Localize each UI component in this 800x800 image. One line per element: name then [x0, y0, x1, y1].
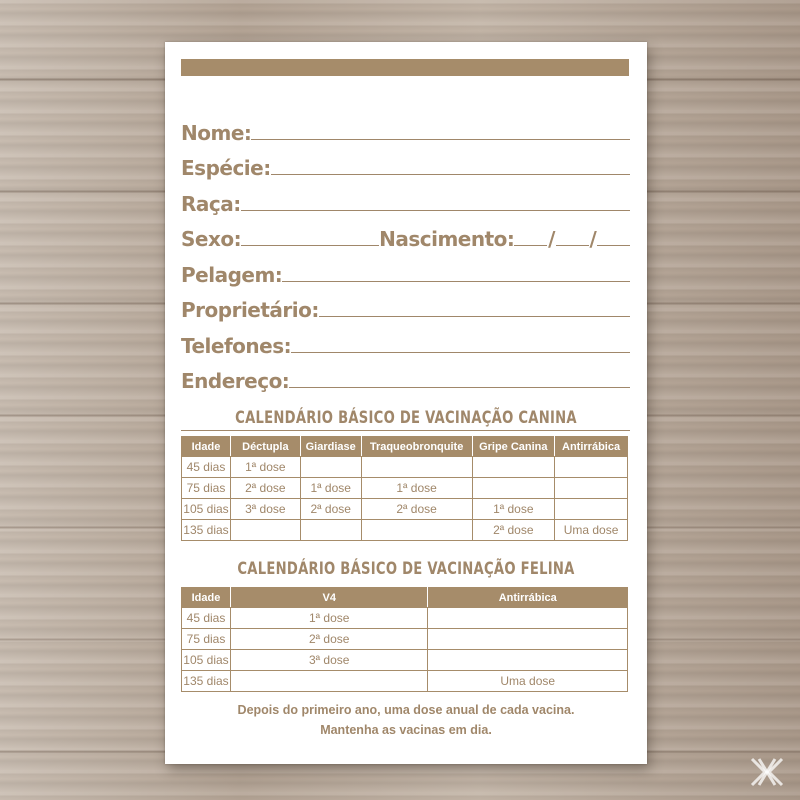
field-sexo-line — [241, 245, 379, 246]
corner-logo-icon — [748, 755, 786, 789]
dose-cell — [300, 520, 361, 541]
age-cell: 45 dias — [182, 457, 231, 478]
vaccination-card — [165, 42, 647, 764]
dose-cell — [230, 520, 300, 541]
field-nome-label: Nome: — [181, 121, 252, 145]
field-proprietario — [181, 293, 630, 321]
felina-body — [182, 608, 628, 692]
dose-cell: 1ª dose — [230, 457, 300, 478]
dose-cell: 2ª dose — [230, 478, 300, 499]
date-separator: / — [548, 227, 555, 251]
canina-header-cell: Déctupla — [230, 437, 300, 457]
table-row — [182, 520, 628, 541]
canina-header-row — [182, 437, 628, 457]
canina-table — [181, 436, 628, 541]
dose-cell: 1ª dose — [300, 478, 361, 499]
dose-cell — [428, 629, 628, 650]
table-row — [182, 499, 628, 520]
field-endereco-line — [289, 387, 630, 388]
field-sexo-label: Sexo: — [181, 227, 242, 251]
dose-cell: 1ª dose — [472, 499, 555, 520]
canina-header-cell: Giardiase — [300, 437, 361, 457]
canina-body — [182, 457, 628, 541]
dose-cell: 2ª dose — [300, 499, 361, 520]
age-cell: 135 dias — [182, 671, 231, 692]
field-pelagem-line — [282, 281, 630, 282]
date-separator: / — [589, 227, 597, 251]
dose-cell — [555, 499, 628, 520]
dose-cell — [428, 650, 628, 671]
field-endereco — [181, 364, 630, 392]
dose-cell: Uma dose — [555, 520, 628, 541]
field-nascimento-label: Nascimento: — [379, 227, 515, 251]
age-cell: 75 dias — [182, 629, 231, 650]
field-raca-label: Raça: — [181, 192, 241, 216]
felina-header-cell: Antirrábica — [428, 588, 628, 608]
field-raca-line — [241, 210, 630, 211]
header-bar — [181, 59, 629, 76]
dose-cell — [472, 457, 555, 478]
field-especie — [181, 151, 630, 179]
dose-cell — [472, 478, 555, 499]
footer-line-1: Depois do primeiro ano, uma dose anual de cada vacina. — [237, 703, 575, 717]
field-year-line — [597, 245, 630, 246]
dose-cell: 2ª dose — [361, 499, 472, 520]
dose-cell — [555, 478, 628, 499]
address-extra-line — [181, 430, 630, 431]
dose-cell — [428, 608, 628, 629]
felina-header-cell: V4 — [230, 588, 427, 608]
field-proprietario-line — [319, 316, 630, 317]
table-row — [182, 629, 628, 650]
field-day-line — [514, 245, 547, 246]
field-telefones — [181, 329, 630, 357]
field-endereco-label: Endereço: — [181, 369, 290, 393]
field-especie-label: Espécie: — [181, 156, 271, 180]
age-cell: 105 dias — [182, 650, 231, 671]
felina-table — [181, 587, 628, 692]
field-pelagem-label: Pelagem: — [181, 263, 283, 287]
felina-title: CALENDÁRIO BÁSICO DE VACINAÇÃO FELINA — [237, 559, 575, 579]
dose-cell: 3ª dose — [230, 499, 300, 520]
field-proprietario-label: Proprietário: — [181, 298, 319, 322]
field-month-line — [556, 245, 589, 246]
age-cell: 105 dias — [182, 499, 231, 520]
footer-line-2: Mantenha as vacinas em dia. — [320, 723, 492, 737]
table-row — [182, 671, 628, 692]
dose-cell: 2ª dose — [230, 629, 427, 650]
dose-cell: 1ª dose — [361, 478, 472, 499]
dose-cell — [361, 520, 472, 541]
canina-title: CALENDÁRIO BÁSICO DE VACINAÇÃO CANINA — [235, 408, 577, 428]
dose-cell: 3ª dose — [230, 650, 427, 671]
field-nome — [181, 116, 630, 144]
table-row — [182, 650, 628, 671]
felina-header-cell: Idade — [182, 588, 231, 608]
dose-cell: Uma dose — [428, 671, 628, 692]
field-pelagem — [181, 258, 630, 286]
table-row — [182, 478, 628, 499]
age-cell: 75 dias — [182, 478, 231, 499]
field-telefones-line — [291, 352, 630, 353]
dose-cell — [300, 457, 361, 478]
age-cell: 45 dias — [182, 608, 231, 629]
field-especie-line — [271, 174, 630, 175]
canina-header-cell: Traqueobronquite — [361, 437, 472, 457]
field-sexo-nascimento — [181, 222, 630, 250]
dose-cell — [230, 671, 427, 692]
dose-cell — [361, 457, 472, 478]
field-telefones-label: Telefones: — [181, 334, 292, 358]
field-nome-line — [251, 139, 630, 140]
canina-header-cell: Antirrábica — [555, 437, 628, 457]
canina-header-cell: Idade — [182, 437, 231, 457]
age-cell: 135 dias — [182, 520, 231, 541]
field-raca — [181, 187, 630, 215]
dose-cell — [555, 457, 628, 478]
canina-header-cell: Gripe Canina — [472, 437, 555, 457]
felina-header-row — [182, 588, 628, 608]
table-row — [182, 608, 628, 629]
dose-cell: 1ª dose — [230, 608, 427, 629]
dose-cell: 2ª dose — [472, 520, 555, 541]
table-row — [182, 457, 628, 478]
